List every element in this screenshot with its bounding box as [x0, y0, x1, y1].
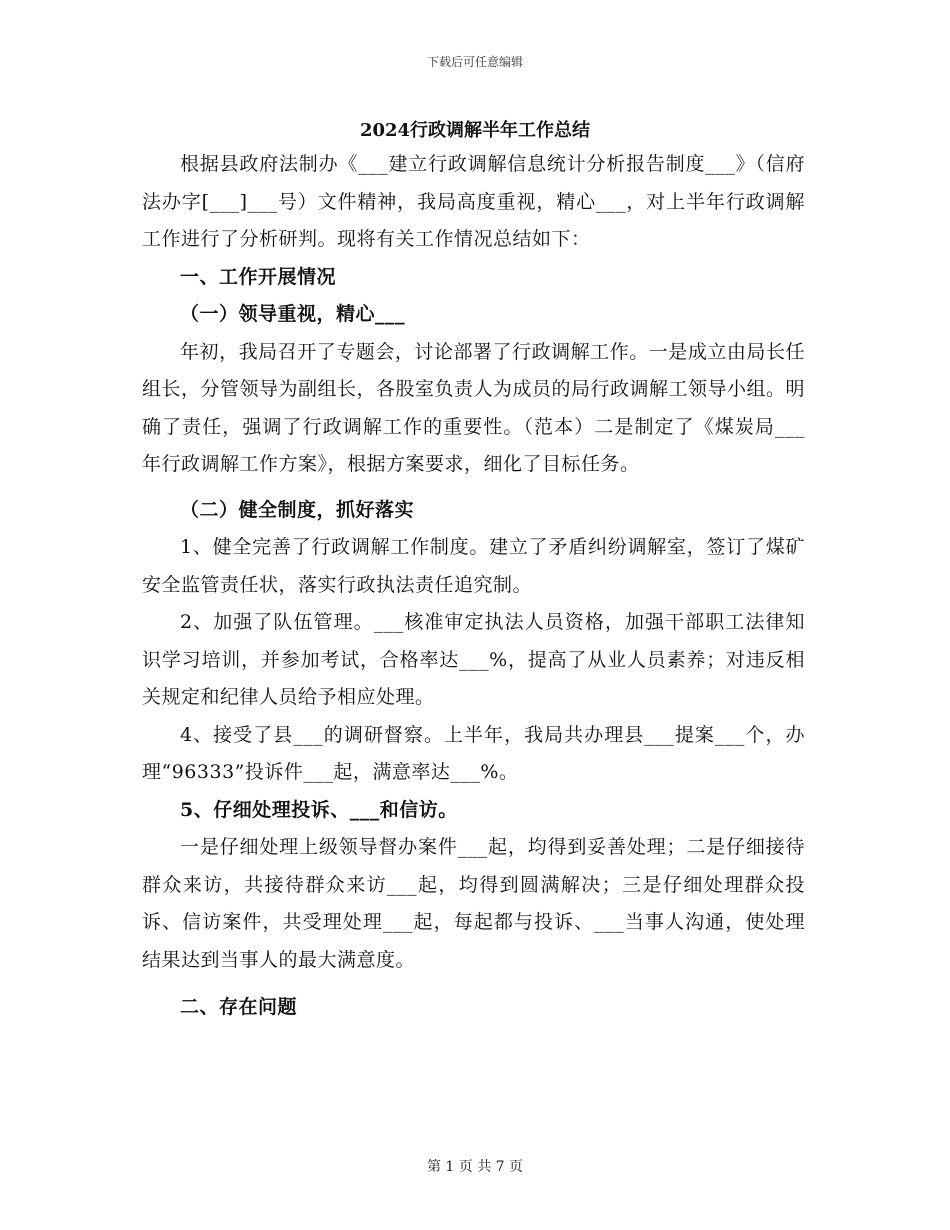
item-5-heading: 5、仔细处理投诉、___和信访。: [180, 798, 458, 821]
document-body: [142, 146, 805, 1027]
list-item-4: 4、接受了县___的调研督察。上半年，我局共办理县___提案___个，办理“96333”投诉件___起，满意率达___%。: [142, 723, 805, 783]
section-heading-work: 一、工作开展情况: [180, 265, 337, 288]
section-heading-problems: 二、存在问题: [180, 996, 298, 1018]
list-item-2: 2、加强了队伍管理。___核准审定执法人员资格，加强干部职工法律知识学习培训，并参加考试，合格率达___%，提高了从业人员素养；对违反相关规定和纪律人员给予相应处理。: [142, 611, 805, 708]
intro-paragraph: 根据县政府法制办《___建立行政调解信息统计分析报告制度___》（信府法办字[___]___号）文件精神，我局高度重视，精心___，对上半年行政调解工作进行了分析研判。现将有关工作情况总结如下：: [142, 153, 805, 250]
page-header: 下载后可任意编辑: [426, 55, 523, 69]
leadership-paragraph: 年初，我局召开了专题会，讨论部署了行政调解工作。一是成立由局长任组长，分管领导为副组长，各股室负责人为成员的局行政调解工领导小组。明确了责任，强调了行政调解工作的重要性。（范本）二是制定了《煤炭局___年行政调解工作方案》，根据方案要求，细化了目标任务。: [142, 340, 806, 475]
document-title: 2024行政调解半年工作总结: [359, 120, 591, 141]
subsection-heading-leadership: （一）领导重视，精心___: [180, 303, 406, 325]
subsection-heading-system: （二）健全制度，抓好落实: [180, 498, 415, 521]
page-footer: 第 1 页 共 7 页: [426, 1159, 524, 1175]
item-5-paragraph: 一是仔细处理上级领导督办案件___起，均得到妥善处理；二是仔细接待群众来访，共接待群众来访___起，均得到圆满解决；三是仔细处理群众投诉、信访案件，共受理处理___起，每起都与投诉、___当事人沟通，使处理结果达到当事人的最大满意度。: [142, 836, 805, 971]
list-item-1: 1、健全完善了行政调解工作制度。建立了矛盾纠纷调解室，签订了煤矿安全监管责任状，落实行政执法责任追究制。: [142, 536, 805, 596]
